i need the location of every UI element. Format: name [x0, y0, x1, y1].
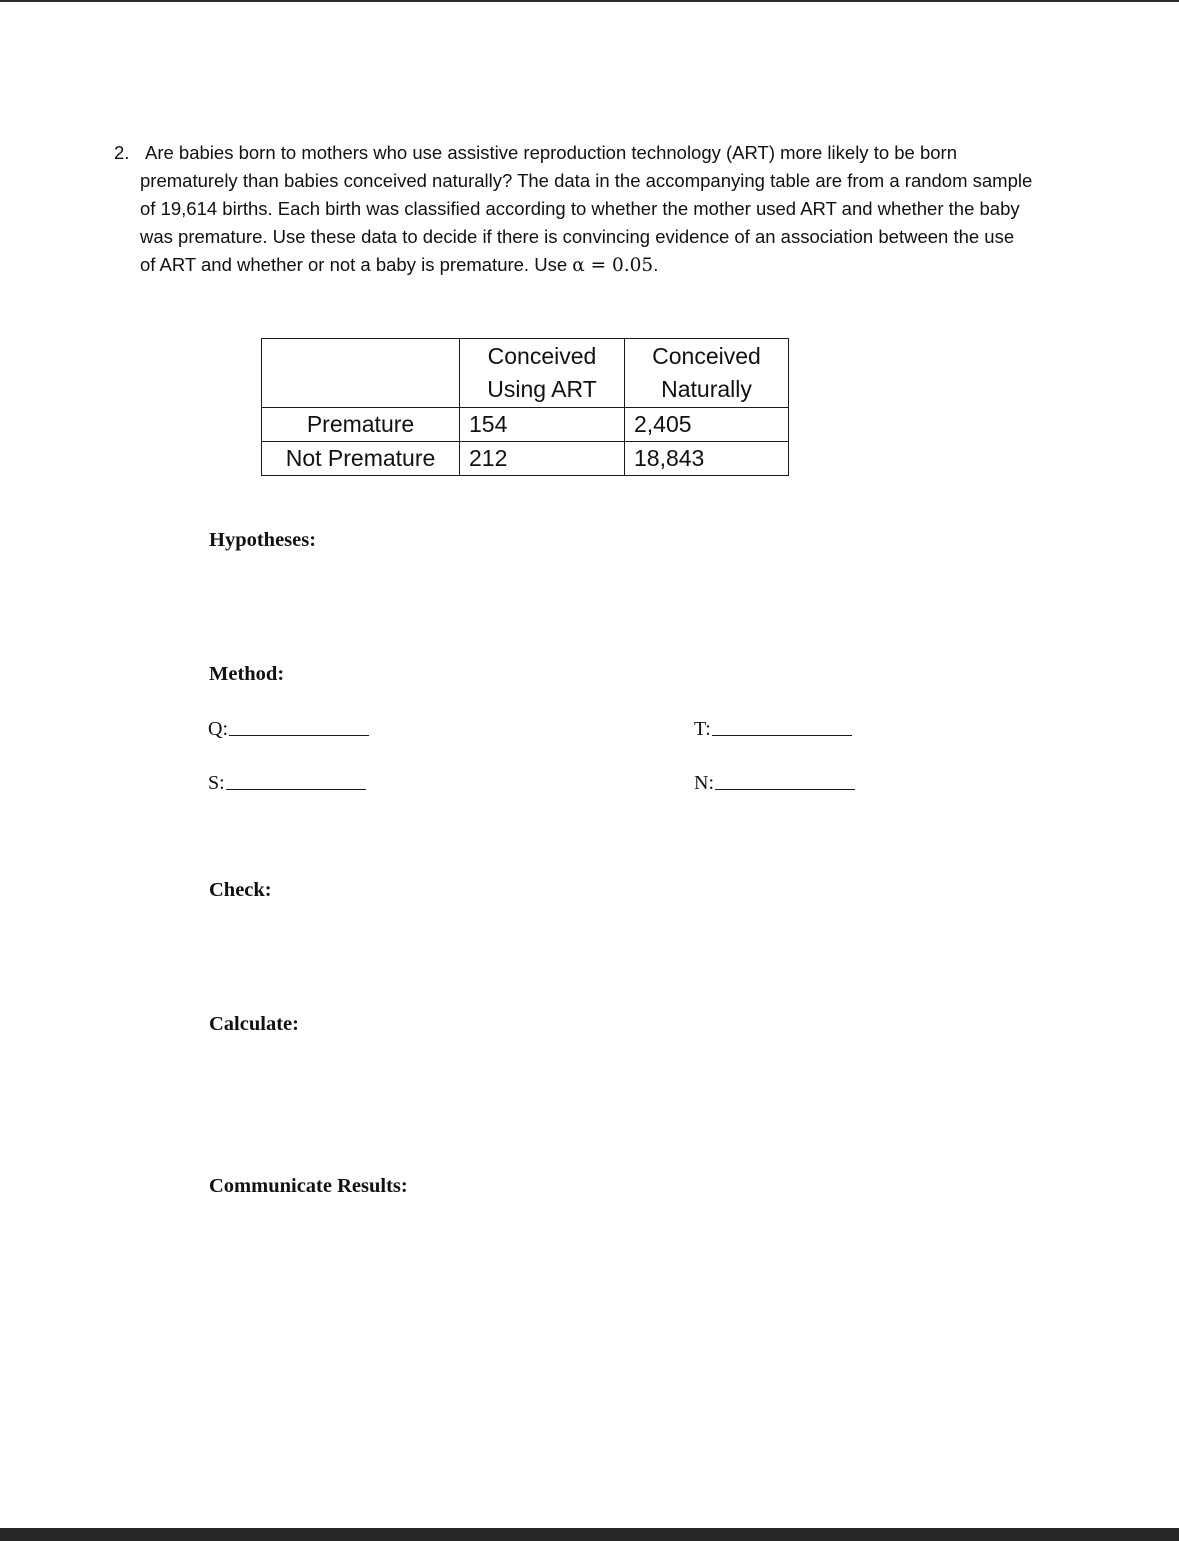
q-field-label: Q:	[208, 718, 228, 740]
calculate-heading: Calculate:	[209, 1013, 299, 1035]
t-field-label: T:	[694, 718, 711, 740]
hypotheses-heading: Hypotheses:	[209, 529, 317, 551]
question-text	[140, 139, 1034, 280]
top-rule	[0, 0, 1179, 2]
s-field-label: S:	[208, 772, 225, 794]
header-art	[460, 339, 625, 408]
table-row	[262, 408, 789, 442]
header-natural	[625, 339, 789, 408]
communicate-results-heading: Communicate Results:	[209, 1175, 408, 1197]
cell-premature-natural: 2,405	[625, 408, 789, 442]
question-end-punct: .	[653, 254, 659, 275]
row-label-premature: Premature	[262, 408, 460, 442]
question-number: 2.	[114, 142, 130, 163]
alpha-expression: α = 0.05	[572, 255, 654, 276]
q-field[interactable]	[208, 718, 369, 741]
table-row	[262, 442, 789, 476]
cell-premature-art: 154	[460, 408, 625, 442]
s-blank-line[interactable]	[226, 789, 366, 790]
q-blank-line[interactable]	[229, 735, 369, 736]
check-heading: Check:	[209, 879, 272, 901]
n-field[interactable]	[694, 772, 855, 795]
n-blank-line[interactable]	[715, 789, 855, 790]
t-blank-line[interactable]	[712, 735, 852, 736]
header-natural-line2: Naturally	[661, 376, 752, 402]
cell-not-premature-natural: 18,843	[625, 442, 789, 476]
n-field-label: N:	[694, 772, 714, 794]
table-corner-cell	[262, 339, 460, 408]
header-art-line1: Conceived	[487, 343, 597, 369]
row-label-not-premature: Not Premature	[262, 442, 460, 476]
method-heading: Method:	[209, 663, 285, 685]
s-field[interactable]	[208, 772, 366, 795]
header-art-line2: Using ART	[487, 376, 597, 402]
t-field[interactable]	[694, 718, 852, 741]
bottom-bar	[0, 1528, 1179, 1541]
cell-not-premature-art: 212	[460, 442, 625, 476]
table-header-row	[262, 339, 789, 408]
two-way-table	[261, 338, 789, 476]
question-body: Are babies born to mothers who use assistive reproduction technology (ART) more likely to be born prematurely than babies conceived naturally? The data in the accompanying table are from a random sample of 19,614 births. Each birth was classified according to whether the mother used ART and whether the baby was premature. Use these data to decide if there is convincing evidence of an association between the use of ART and whether or not a baby is premature. Use	[140, 142, 1033, 275]
header-natural-line1: Conceived	[652, 343, 761, 369]
question-block	[114, 139, 1034, 280]
